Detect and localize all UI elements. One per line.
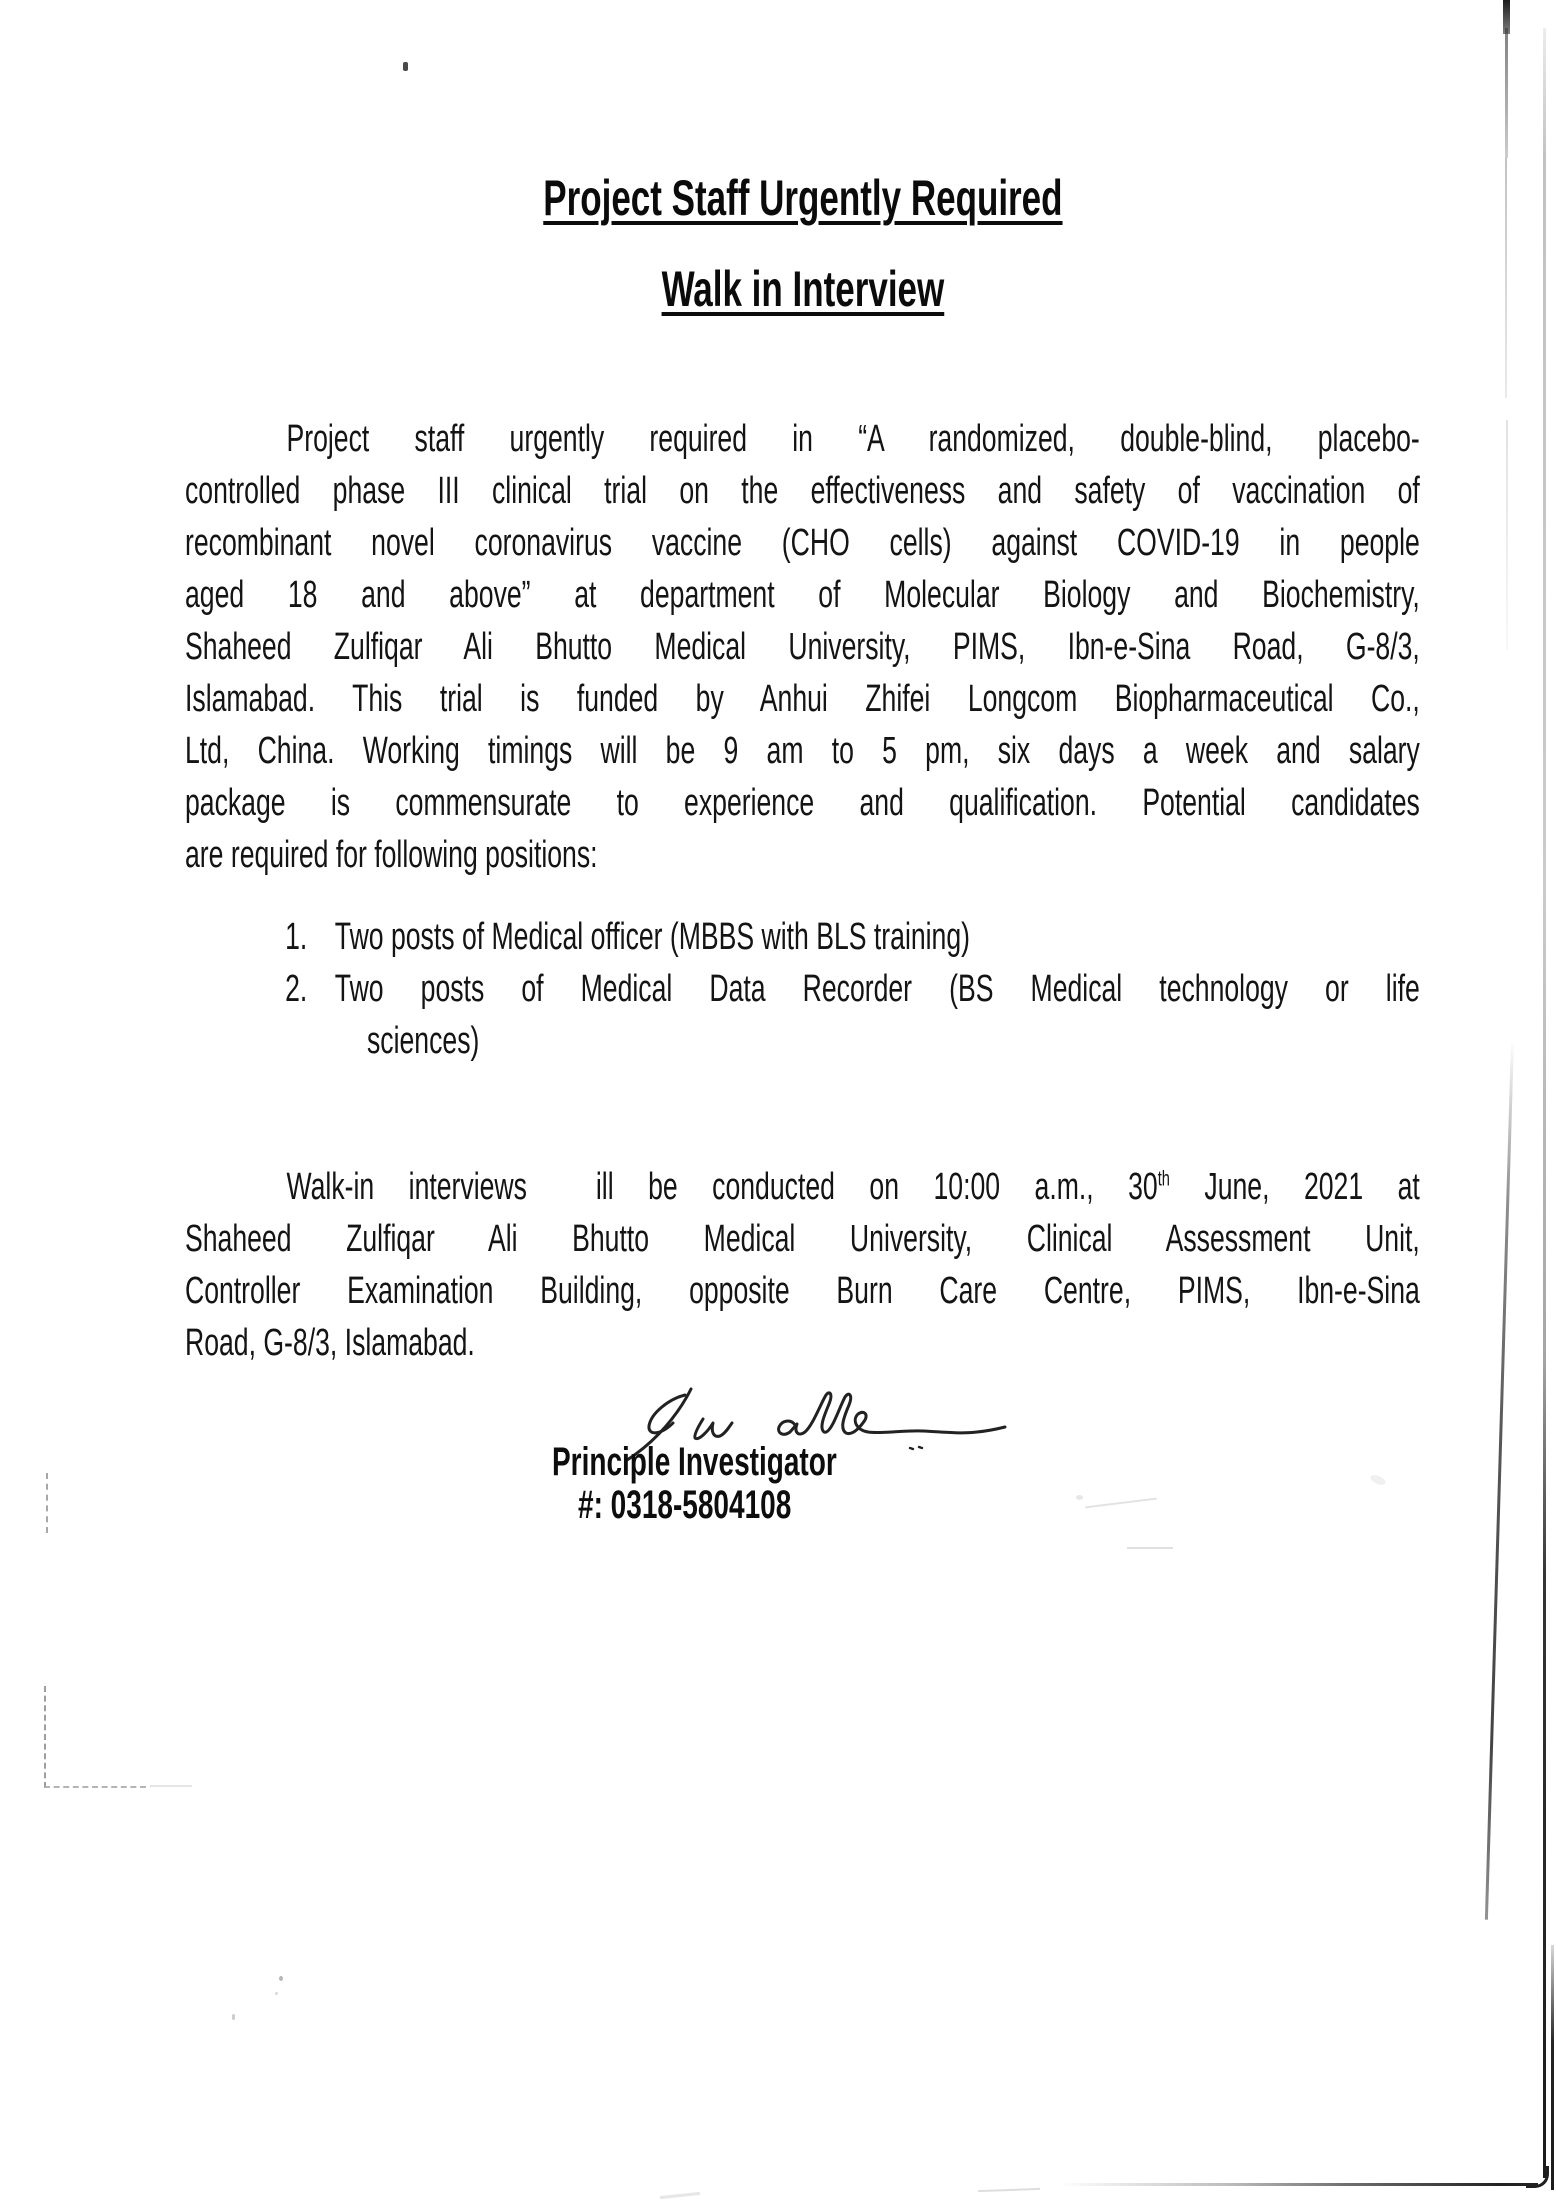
scan-dashed-left-tail	[150, 1785, 192, 1787]
scan-speck-lower2	[275, 1992, 278, 1995]
paragraph-line: Controller Examination Building, opposite Burn Care Centre, PIMS, Ibn-e-Sina	[185, 1270, 1420, 1312]
list-item	[185, 911, 1420, 963]
page-title: Project Staff Urgently Required	[542, 170, 1063, 226]
intro-paragraph	[185, 413, 1420, 881]
list-item-number: 2.	[285, 968, 308, 1010]
paragraph-line: Shaheed Zulfiqar Ali Bhutto Medical University, Clinical Assessment Unit,	[185, 1218, 1420, 1260]
signature-role-label: Principle Investigator	[552, 1440, 837, 1484]
scan-speck-mid2	[1369, 1473, 1387, 1487]
walkin-line-pre: Walk-in interviews ill be conducted on 10:00 a.m., 30	[286, 1166, 1158, 1208]
paragraph-line: Project staff urgently required in “A randomized, double-blind, placebo-	[286, 418, 1420, 460]
scan-hairline-mid	[1085, 1498, 1157, 1509]
paragraph-line: Shaheed Zulfiqar Ali Bhutto Medical University, PIMS, Ibn-e-Sina Road, G-8/3,	[185, 626, 1420, 668]
scan-dash-mid	[1127, 1547, 1173, 1549]
paragraph-line: package is commensurate to experience and qualification. Potential candidates	[185, 782, 1420, 824]
list-item-text: sciences)	[367, 1020, 480, 1062]
paragraph-line: Road, G-8/3, Islamabad.	[185, 1322, 475, 1364]
scan-smudge-bottom2	[660, 2192, 700, 2199]
scan-line-right-upper-faint2	[1506, 420, 1508, 650]
scan-speck	[403, 62, 408, 71]
document-title-row	[185, 172, 1420, 224]
positions-list	[185, 911, 1420, 1067]
list-item-continuation	[185, 1015, 1420, 1067]
scan-line-right-top-blob	[1503, 0, 1510, 34]
scan-line-bottom	[1060, 2183, 1538, 2186]
walkin-line-post: June, 2021 at	[1169, 1166, 1420, 1208]
paragraph-line: Islamabad. This trial is funded by Anhui Zhifei Longcom Biopharmaceutical Co.,	[185, 678, 1420, 720]
scan-dashed-left-corner	[44, 1686, 146, 1788]
paragraph-line: recombinant novel coronavirus vaccine (CHO cells) against COVID-19 in people	[185, 522, 1420, 564]
scan-speck-mid	[1076, 1495, 1083, 1500]
page-subtitle: Walk in Interview	[661, 261, 944, 317]
paragraph-line: aged 18 and above” at department of Molecular Biology and Biochemistry,	[185, 574, 1420, 616]
scan-speck-lower3	[232, 2014, 235, 2020]
paragraph-line: Ltd, China. Working timings will be 9 am to 5 pm, six days a week and salary	[185, 730, 1420, 772]
paragraph-line: controlled phase III clinical trial on the effectiveness and safety of vaccination of	[185, 470, 1420, 512]
scan-line-right-upper	[1505, 28, 1508, 158]
list-item-number: 1.	[285, 916, 308, 958]
scan-speck-lower1	[279, 1976, 283, 1981]
signature-phone-label: #: 0318-5804108	[578, 1483, 792, 1527]
paragraph-line	[185, 1161, 1420, 1213]
list-item	[185, 963, 1420, 1015]
scan-line-right-diagonal	[1485, 1040, 1514, 1920]
scan-line-right-edge-outer	[1551, 1945, 1554, 2190]
walkin-paragraph	[185, 1161, 1420, 1369]
list-item-text: Two posts of Medical Data Recorder (BS Medical technology or life	[334, 968, 1420, 1010]
scan-line-right-upper-faint	[1505, 158, 1507, 398]
document-subtitle-row	[185, 263, 1420, 315]
paragraph-line: are required for following positions:	[185, 834, 598, 876]
ordinal-superscript: th	[1157, 1167, 1170, 1191]
scan-corner-bottom-right	[1526, 2166, 1549, 2188]
scan-dashed-left-upper	[46, 1473, 50, 1533]
scan-smudge-bottom	[978, 2188, 1040, 2192]
list-item-text: Two posts of Medical officer (MBBS with BLS training)	[334, 916, 971, 958]
scan-line-right-edge	[1543, 28, 1546, 2178]
